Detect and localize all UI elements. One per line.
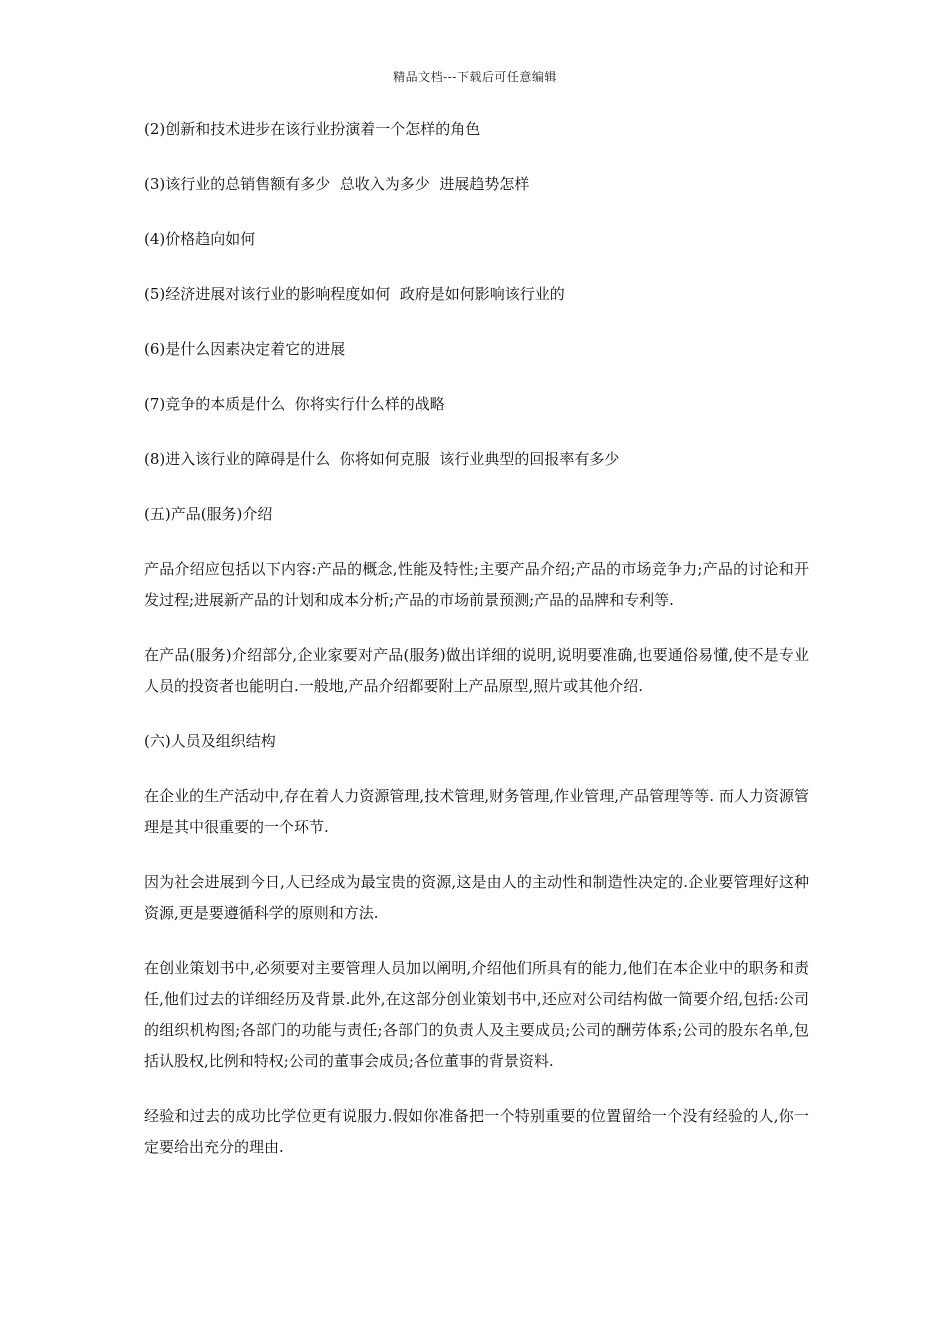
paragraph-product-contents: 产品介绍应包括以下内容:产品的概念,性能及特性;主要产品介绍;产品的市场竞争力;产品的讨论和开发过程;进展新产品的计划和成本分析;产品的市场前景预测;产品的品牌和专利等. xyxy=(144,560,809,609)
list-item-2: (2)创新和技术进步在该行业扮演着一个怎样的角色 xyxy=(144,120,481,138)
page-header: 精品文档---下载后可任意编辑 xyxy=(393,70,557,84)
list-item-4: (4)价格趋向如何 xyxy=(144,230,256,248)
paragraph-human-resources: 因为社会进展到今日,人已经成为最宝贵的资源,这是由人的主动性和制造性决定的.企业要管理好这种资源,更是要遵循科学的原则和方法. xyxy=(144,873,809,922)
list-item-7: (7)竞争的本质是什么 你将实行什么样的战略 xyxy=(144,395,445,413)
list-item-3: (3)该行业的总销售额有多少 总收入为多少 进展趋势怎样 xyxy=(144,175,530,193)
section-heading-product: (五)产品(服务)介绍 xyxy=(144,505,273,523)
paragraph-hr-management: 在企业的生产活动中,存在着人力资源管理,技术管理,财务管理,作业管理,产品管理等等. 而人力资源管理是其中很重要的一个环节. xyxy=(144,787,809,836)
paragraph-product-description: 在产品(服务)介绍部分,企业家要对产品(服务)做出详细的说明,说明要准确,也要通俗易懂,使不是专业人员的投资者也能明白.一般地,产品介绍都要附上产品原型,照片或其他介绍. xyxy=(144,646,809,695)
document-body xyxy=(144,114,809,1187)
paragraph-management-team: 在创业策划书中,必须要对主要管理人员加以阐明,介绍他们所具有的能力,他们在本企业中的职务和责任,他们过去的详细经历及背景.此外,在这部分创业策划书中,还应对公司结构做一简要介绍,包括:公司的组织机构图;各部门的功能与责任;各部门的负责人及主要成员;公司的酬劳体系;公司的股东名单,包括认股权,比例和特权;公司的董事会成员;各位董事的背景资料. xyxy=(144,959,809,1070)
section-heading-personnel: (六)人员及组织结构 xyxy=(144,732,276,750)
list-item-6: (6)是什么因素决定着它的进展 xyxy=(144,340,346,358)
list-item-8: (8)进入该行业的障碍是什么 你将如何克服 该行业典型的回报率有多少 xyxy=(144,450,620,468)
paragraph-experience: 经验和过去的成功比学位更有说服力.假如你准备把一个特别重要的位置留给一个没有经验的人,你一定要给出充分的理由. xyxy=(144,1107,809,1156)
list-item-5: (5)经济进展对该行业的影响程度如何 政府是如何影响该行业的 xyxy=(144,285,565,303)
